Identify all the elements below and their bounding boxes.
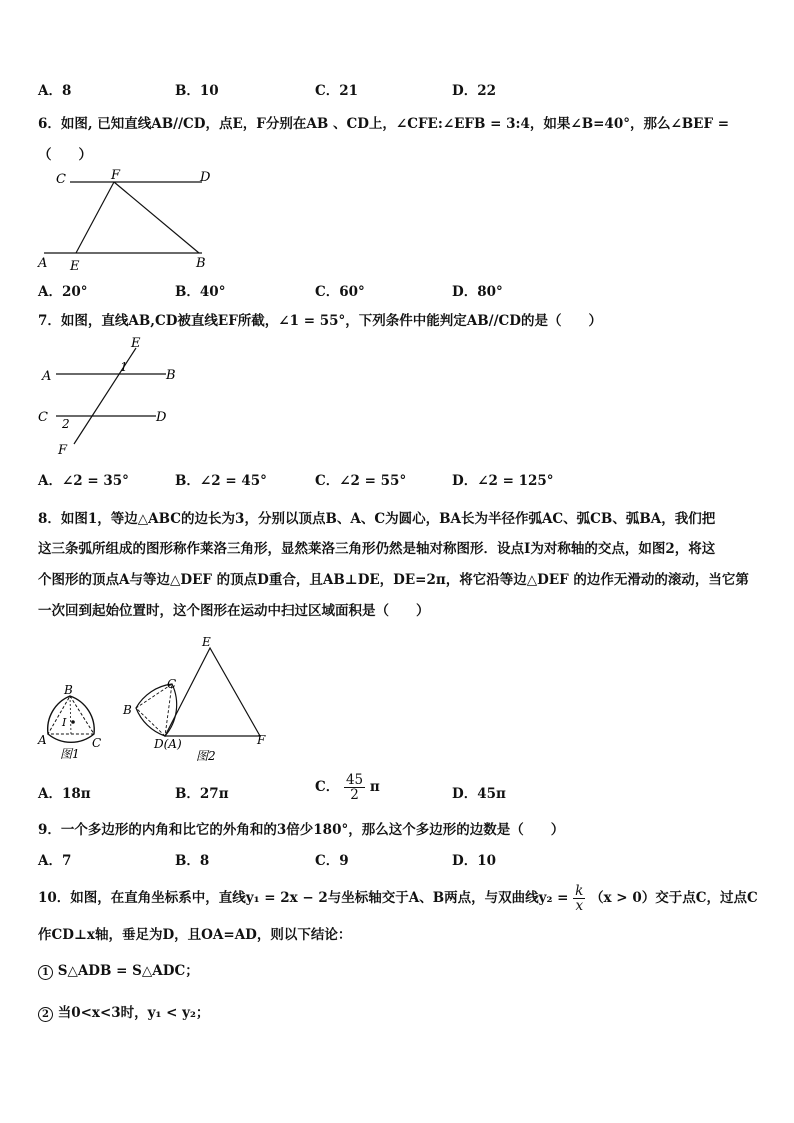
q8-option-c-numerator: 45 — [345, 772, 364, 788]
q7-label-f: F — [58, 443, 68, 458]
q7-label-b: B — [166, 368, 176, 383]
q10-stem-line1 — [38, 884, 758, 913]
q8-option-c-fraction — [344, 773, 365, 802]
q10-fraction-numerator: k — [575, 883, 584, 899]
q8-fig2-label-f: F — [257, 733, 266, 747]
q6-label-f: F — [111, 168, 121, 183]
q10-conclusion-2-text: 当0<x<3时，y₁ < y₂； — [57, 1005, 210, 1021]
q8-stem-line1: 8．如图1，等边△ABC的边长为3，分别以顶点B、A、C为圆心，BA长为半径作弧AC、弧CB、弧BA，我们把 — [38, 511, 716, 527]
q9-option-b: B．8 — [175, 853, 210, 869]
q7-label-a: A — [42, 369, 52, 384]
q8-stem-line4: 一次回到起始位置时，这个图形在运动中扫过区域面积是（ ） — [38, 603, 430, 619]
q9-stem: 9．一个多边形的内角和比它的外角和的3倍少180°，那么这个多边形的边数是（ ） — [38, 822, 565, 838]
q9-option-a: A．7 — [38, 853, 72, 869]
q8-figure-1 — [36, 684, 116, 766]
q10-stem-part1: 10．如图，在直角坐标系中，直线y₁ = 2x − 2与坐标轴交于A、B两点，与双曲线y₂ = — [38, 890, 569, 906]
q8-option-c-prefix: C． — [315, 779, 340, 795]
q6-stem-line1: 6．如图, 已知直线AB//CD，点E，F分别在AB 、CD上，∠CFE:∠EFB = 3:4，如果∠B=40°，那么∠BEF = — [38, 116, 730, 132]
q8-option-c — [315, 773, 380, 802]
q6-option-a: A．20° — [38, 284, 88, 300]
q8-fig1-label-c: C — [92, 736, 102, 750]
q5-option-b: B．10 — [175, 83, 219, 99]
q8-fig1-label-b: B — [64, 684, 73, 697]
q7-option-a: A．∠2 = 35° — [38, 473, 129, 489]
q10-stem-part2: （x > 0）交于点C，过点C — [590, 890, 758, 906]
q6-label-b: B — [196, 256, 206, 271]
q8-option-a: A．18π — [38, 786, 91, 802]
q10-conclusion-1-text: S△ADB = S△ADC； — [57, 963, 199, 979]
q6-option-c: C．60° — [315, 284, 365, 300]
q8-option-c-denominator: 2 — [350, 787, 359, 803]
q10-conclusion-1 — [38, 962, 199, 980]
q7-label-c: C — [38, 410, 48, 425]
q7-label-d: D — [156, 410, 167, 425]
q9-option-c: C．9 — [315, 853, 349, 869]
q8-option-d: D．45π — [452, 786, 506, 802]
q6-option-d: D．80° — [452, 284, 503, 300]
q6-figure — [34, 166, 224, 274]
q10-stem-line2: 作CD⊥x轴，垂足为D，且OA=AD，则以下结论： — [38, 927, 352, 943]
q10-conclusion-1-number: 1 — [38, 965, 53, 980]
q5-option-d: D．22 — [452, 83, 496, 99]
q7-label-angle2: 2 — [62, 417, 70, 431]
q7-label-e: E — [131, 336, 141, 351]
q5-option-a: A．8 — [38, 83, 72, 99]
q6-stem-line2: （ ） — [38, 147, 92, 163]
q8-figure-2 — [116, 632, 272, 766]
q8-fig2-label-e: E — [202, 635, 211, 649]
q7-option-c: C．∠2 = 55° — [315, 473, 407, 489]
q8-fig1-label-i: I — [62, 716, 67, 729]
q8-fig2-label-c: C — [167, 677, 177, 691]
q6-label-e: E — [70, 259, 80, 274]
q6-label-a: A — [38, 256, 48, 271]
q10-fraction-denominator: x — [575, 898, 584, 914]
q8-fig2-label-da: D(A) — [154, 737, 182, 751]
q8-stem-line2: 这三条弧所组成的图形称作莱洛三角形，显然莱洛三角形仍然是轴对称图形．设点I为对称轴的交点，如图2，将这 — [38, 541, 716, 557]
q7-figure — [34, 336, 184, 460]
q7-stem: 7．如图，直线AB,CD被直线EF所截，∠1 = 55°，下列条件中能判定AB//CD的是（ ） — [38, 313, 602, 329]
q6-label-c: C — [56, 172, 66, 187]
q8-fig2-caption: 图2 — [196, 749, 216, 763]
q8-fig1-label-a: A — [38, 733, 47, 747]
q10-conclusion-2-number: 2 — [38, 1007, 53, 1022]
q6-option-b: B．40° — [175, 284, 226, 300]
q8-fig1-caption: 图1 — [60, 747, 80, 761]
q7-option-b: B．∠2 = 45° — [175, 473, 267, 489]
q10-conclusion-2 — [38, 1004, 209, 1022]
q7-label-angle1: 1 — [120, 360, 128, 374]
q10-fraction-k-over-x — [573, 884, 585, 913]
q8-fig2-label-b: B — [123, 703, 132, 717]
q8-stem-line3: 个图形的顶点A与等边△DEF 的顶点D重合，且AB⊥DE，DE=2π，将它沿等边△DEF 的边作无滑动的滚动，当它第 — [38, 572, 749, 588]
q9-option-d: D．10 — [452, 853, 496, 869]
q5-option-c: C．21 — [315, 83, 359, 99]
q8-option-c-suffix: π — [369, 779, 380, 795]
q6-label-d: D — [200, 170, 211, 185]
q7-option-d: D．∠2 = 125° — [452, 473, 554, 489]
q8-option-b: B．27π — [175, 786, 229, 802]
